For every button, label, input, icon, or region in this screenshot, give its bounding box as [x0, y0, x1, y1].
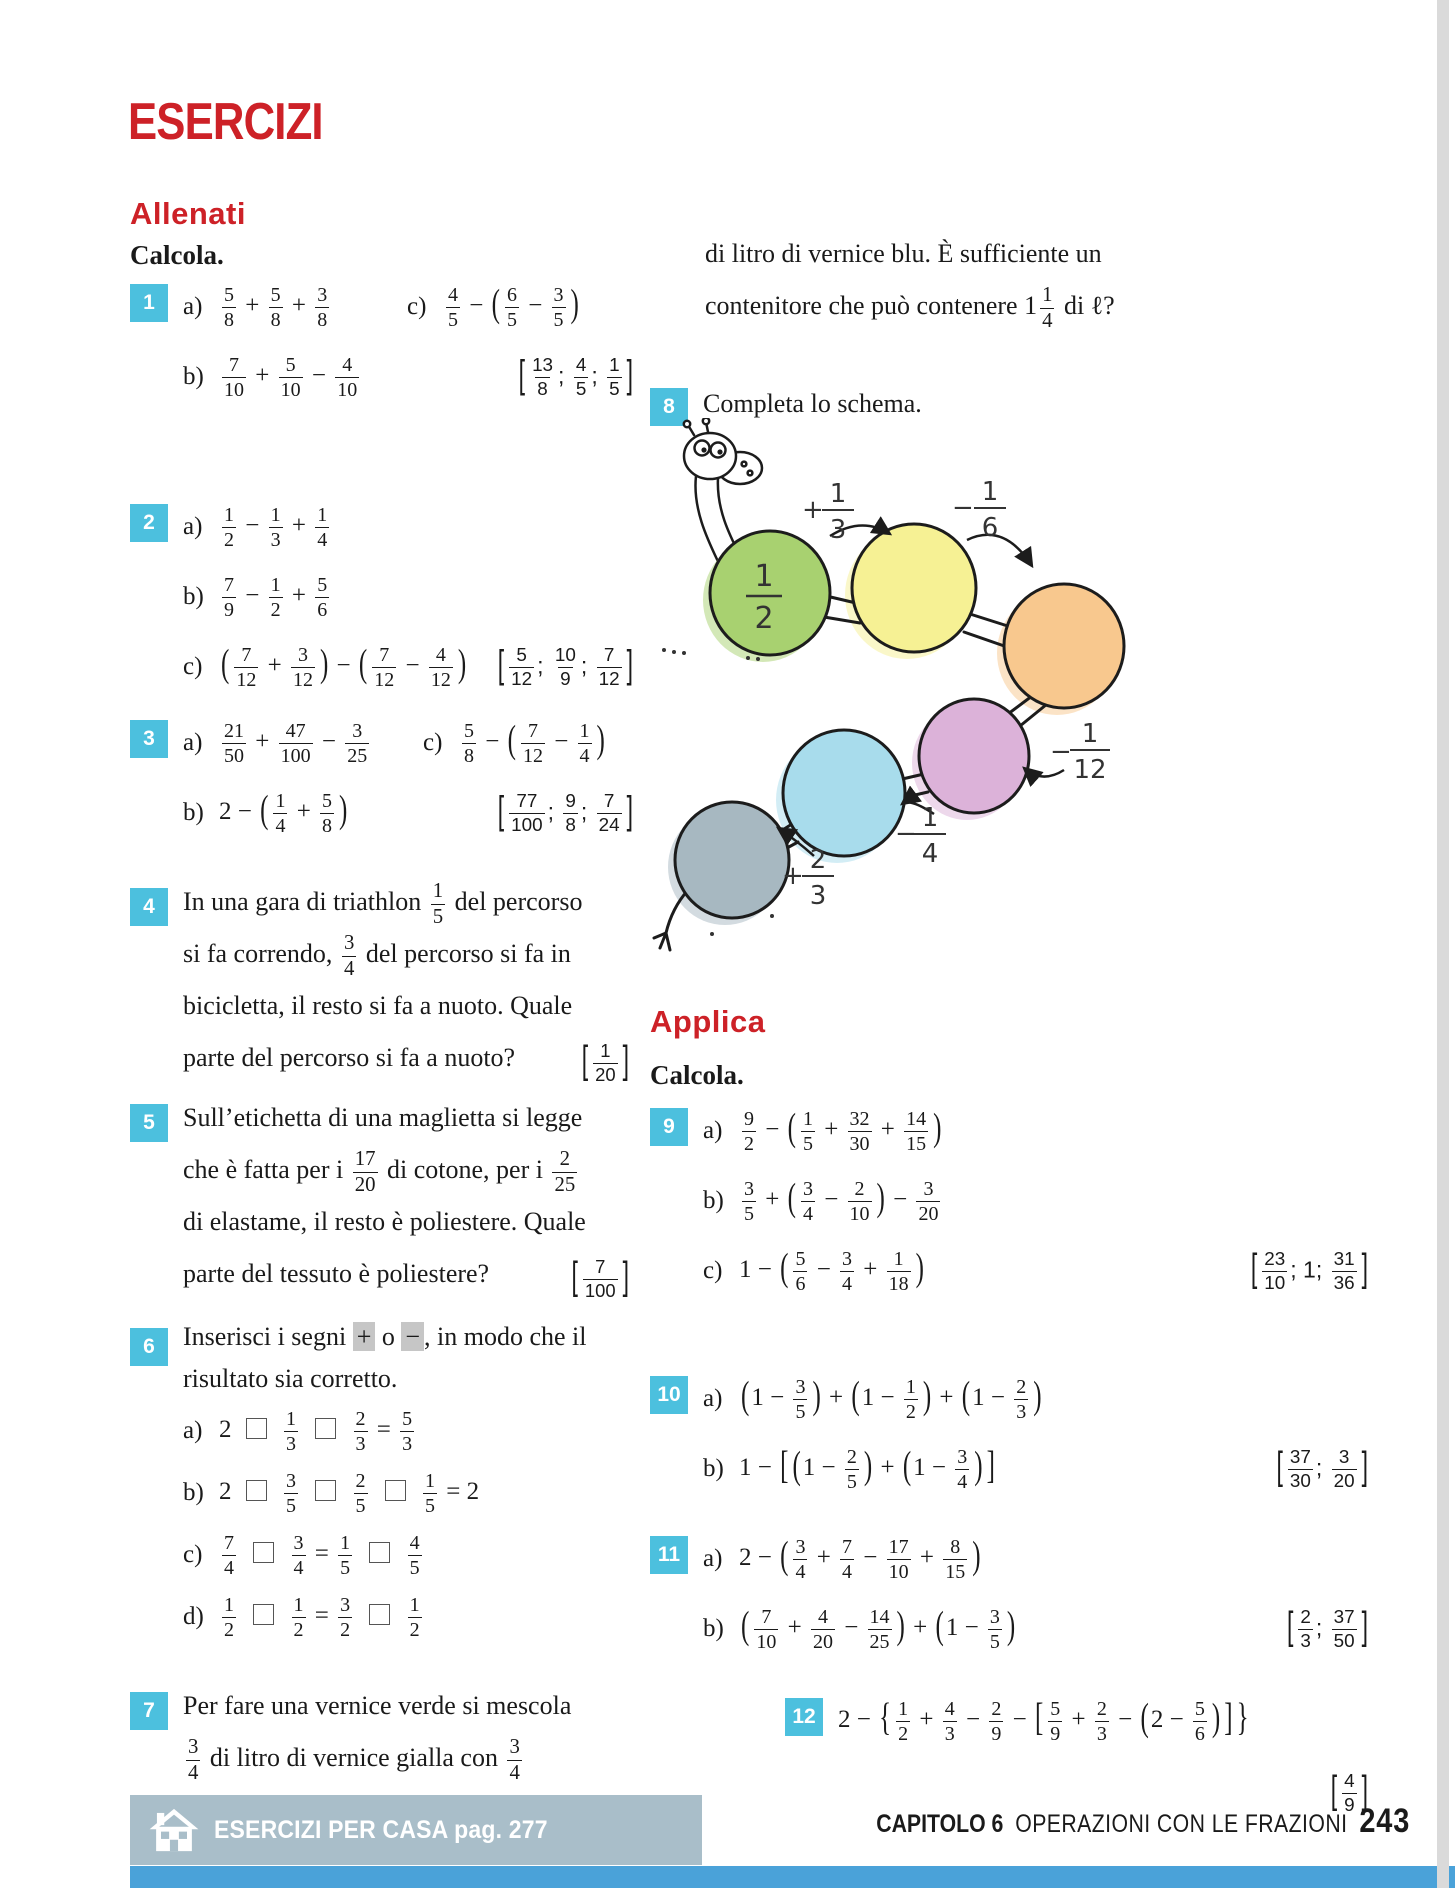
exercise-9-row-b [703, 1166, 1370, 1236]
exercise-7-number: 7 [130, 1692, 168, 1730]
answer-12: [ $\frac{4}{9}$ ] [1330, 1767, 1368, 1815]
svg-text:−: − [952, 493, 974, 523]
exercise-5-text-line: Sull’etichetta di una maglietta si legge [183, 1103, 583, 1132]
svg-text:3: 3 [809, 881, 827, 911]
expression-1a: $\frac{5}{8}$ + $\frac{5}{8}$ + $\frac{3}{8}$ [224, 283, 328, 331]
page-number: 243 [1359, 1802, 1410, 1840]
exercise-8-number: 8 [650, 388, 688, 426]
item-label: b) [703, 1455, 724, 1482]
expression-10b: 1 − [ (1 − $\frac{2}{5}$ ) + (1 − $\frac{3}{4}$ ) ] [739, 1445, 995, 1493]
svg-text:+: + [802, 495, 824, 525]
exercise-10-row-a [703, 1364, 1370, 1434]
instruction-calcola-2: Calcola. [650, 1060, 744, 1090]
expression-3a: $\frac{21}{50}$ + $\frac{47}{100}$ − $\frac{3}{25}$ [224, 719, 368, 767]
item-label: b) [183, 583, 204, 610]
item-label: a) [703, 1545, 723, 1572]
exercise-7-text-line: contenitore che può contenere 1 $\frac{1}{4}$ di ℓ? [705, 282, 1115, 332]
answer-11: [ $\frac{2}{3}$ ; $\frac{37}{50}$ ] [1286, 1603, 1368, 1651]
exercise-4-text-line: si fa correndo, $\frac{3}{4}$ del percorso si fa in [183, 930, 571, 980]
svg-text:6: 6 [981, 513, 999, 543]
exercise-6-instruction: risultato sia corretto. [183, 1364, 398, 1393]
exercise-2-row-a [183, 492, 635, 562]
section-heading-applica: Applica [650, 1004, 766, 1039]
exercise-4 [130, 876, 635, 1084]
item-label: a) [183, 729, 203, 756]
svg-text:−: − [1050, 737, 1072, 767]
answer-9: [ $\frac{23}{10}$ ; 1; $\frac{31}{36}$ ] [1250, 1245, 1368, 1293]
exercise-6-row-b [183, 1462, 635, 1524]
answer-2: [ $\frac{5}{12}$ ; $\frac{10}{9}$ ; $\frac{7}{12}$ ] [497, 641, 633, 689]
chapter-title: OPERAZIONI CON LE FRAZIONI [1015, 1810, 1348, 1838]
exercise-1 [130, 272, 635, 412]
operation-label-0 [802, 479, 854, 545]
exercise-1-row-b [183, 342, 635, 412]
exercise-5-number: 5 [130, 1104, 168, 1142]
item-label: b) [183, 799, 204, 826]
expression-6a: 2 $\frac{1}{3}$ $\frac{2}{3}$ = $\frac{5}{3}$ [219, 1407, 413, 1455]
svg-text:−: − [895, 819, 917, 849]
expression-1c: $\frac{4}{5}$ − ( $\frac{6}{5}$ − $\frac{3}{5}$ ) [448, 283, 579, 331]
expression-3b: 2 − ( $\frac{1}{4}$ + $\frac{5}{8}$ ) [219, 789, 348, 837]
exercise-6-row-a [183, 1400, 635, 1462]
exercise-6-instruction: Inserisci i segni + o − , in modo che il [183, 1322, 587, 1351]
svg-text:+: + [782, 861, 804, 891]
circle-purple [919, 699, 1029, 813]
expression-12: 2 − { $\frac{1}{2}$ + $\frac{4}{3}$ − $\frac{2}{9}$ − [ $\frac{5}{9}$ + $\frac{2}{3}$ − (2 − $\frac{5}{6}$ ) ] } [838, 1697, 1249, 1745]
circle-orange [1004, 584, 1124, 708]
exercise-3-row-a [183, 708, 635, 778]
operation-label-2 [1050, 719, 1110, 785]
exercise-6 [130, 1316, 635, 1648]
exercise-6-row-c [183, 1524, 635, 1586]
exercise-3-row-b [183, 778, 635, 848]
answer-4: [ $\frac{1}{20}$ ] [581, 1037, 629, 1085]
page-edge-strip [1437, 0, 1449, 1888]
item-label: c) [407, 293, 427, 320]
expression-2c: ( $\frac{7}{12}$ + $\frac{3}{12}$ ) − ( $\frac{7}{12}$ − $\frac{4}{12}$ ) [221, 643, 467, 691]
expression-11a: 2 − ( $\frac{3}{4}$ + $\frac{7}{4}$ − $\frac{17}{10}$ + $\frac{8}{15}$ ) [739, 1535, 981, 1583]
exercise-12-row [838, 1686, 1370, 1756]
exercise-2 [130, 492, 635, 702]
exercise-6-number: 6 [130, 1328, 168, 1366]
exercise-8-label: Completa lo schema. [703, 389, 922, 418]
exercise-5 [130, 1092, 635, 1300]
exercise-6-row-d [183, 1586, 635, 1648]
answer-5: [ $\frac{7}{100}$ ] [571, 1253, 629, 1301]
expression-2a: $\frac{1}{2}$ − $\frac{1}{3}$ + $\frac{1}{4}$ [224, 503, 328, 551]
exercise-9-row-c [703, 1236, 1370, 1306]
expression-10a: (1 − $\frac{3}{5}$ ) + (1 − $\frac{1}{2}$ ) + (1 − $\frac{2}{3}$ ) [741, 1375, 1042, 1423]
expression-6c: $\frac{7}{4}$ $\frac{3}{4}$ = $\frac{1}{5}$ $\frac{4}{5}$ [224, 1531, 420, 1579]
exercise-4-text-line: bicicletta, il resto si fa a nuoto. Quale [183, 991, 573, 1020]
circle-yellow [852, 524, 976, 652]
homework-banner-text: ESERCIZI PER CASA pag. 277 [214, 1815, 548, 1844]
chapter-footer [876, 1802, 1410, 1841]
fraction-chain-schema [652, 418, 1372, 1008]
svg-text:1: 1 [981, 477, 999, 507]
item-label: a) [183, 513, 203, 540]
exercise-5-text-line: di elastame, il resto è poliestere. Quale [183, 1207, 586, 1236]
svg-text:4: 4 [921, 839, 939, 869]
item-label: a) [183, 293, 203, 320]
section-heading-allenati: Allenati [130, 196, 246, 231]
item-label: c) [183, 1541, 203, 1568]
expression-6d: $\frac{1}{2}$ $\frac{1}{2}$ = $\frac{3}{2}$ $\frac{1}{2}$ [224, 1593, 420, 1641]
exercise-7-text-line: $\frac{3}{4}$ di litro di vernice gialla con $\frac{3}{4}$ [188, 1734, 520, 1784]
svg-text:2: 2 [809, 845, 827, 875]
instruction-calcola-1: Calcola. [130, 240, 224, 270]
exercise-12-number: 12 [785, 1698, 823, 1736]
exercise-10-number: 10 [650, 1376, 688, 1414]
exercise-5-text-line: parte del tessuto è poliestere? [183, 1259, 490, 1288]
item-label: b) [703, 1187, 724, 1214]
item-label: b) [183, 363, 204, 390]
expression-2b: $\frac{7}{9}$ − $\frac{1}{2}$ + $\frac{5}{6}$ [224, 573, 328, 621]
exercise-3 [130, 708, 635, 848]
exercise-4-text-line: In una gara di triathlon $\frac{1}{5}$ del percorso [183, 878, 583, 928]
exercise-10-row-b [703, 1434, 1370, 1504]
exercise-11-row-a [703, 1524, 1370, 1594]
page-title: ESERCIZI [128, 93, 323, 151]
expression-9c: 1 − ( $\frac{5}{6}$ − $\frac{3}{4}$ + $\frac{1}{18}$ ) [739, 1247, 924, 1295]
item-label: c) [423, 729, 443, 756]
item-label: a) [703, 1117, 723, 1144]
svg-text:3: 3 [829, 515, 847, 545]
expression-1b: $\frac{7}{10}$ + $\frac{5}{10}$ − $\frac{4}{10}$ [224, 353, 358, 401]
exercise-9-number: 9 [650, 1108, 688, 1146]
svg-text:12: 12 [1073, 755, 1107, 785]
exercise-9 [650, 1096, 1370, 1306]
exercise-10 [650, 1364, 1370, 1504]
exercise-1-number: 1 [130, 284, 168, 322]
exercise-1-row-a [183, 272, 635, 342]
answer-1: [ $\frac{13}{8}$ ; $\frac{4}{5}$ ; $\frac{1}{5}$ ] [518, 351, 633, 399]
expression-6b: 2 $\frac{3}{5}$ $\frac{2}{5}$ $\frac{1}{5}$ = 2 [219, 1469, 480, 1517]
item-label: d) [183, 1603, 204, 1630]
circle-gray [675, 802, 789, 918]
exercise-7-text-line: di litro di vernice blu. È sufficiente un [705, 239, 1102, 268]
exercise-7-text-line: Per fare una vernice verde si mescola [183, 1691, 572, 1720]
answer-10: [ $\frac{37}{30}$ ; $\frac{3}{20}$ ] [1276, 1443, 1368, 1491]
exercise-3-number: 3 [130, 720, 168, 758]
svg-text:2: 2 [754, 601, 774, 636]
schema-circles [675, 524, 1124, 918]
exercise-11-number: 11 [650, 1536, 688, 1574]
item-label: b) [183, 1479, 204, 1506]
exercise-2-number: 2 [130, 504, 168, 542]
expression-9a: $\frac{9}{2}$ − ( $\frac{1}{5}$ + $\frac{32}{30}$ + $\frac{14}{15}$ ) [744, 1107, 942, 1155]
answer-3: [ $\frac{77}{100}$ ; $\frac{9}{8}$ ; $\frac{7}{24}$ ] [497, 787, 633, 835]
exercise-7-continuation [705, 228, 1165, 332]
home-icon [148, 1807, 200, 1853]
exercise-11 [650, 1524, 1370, 1664]
item-label: a) [703, 1385, 723, 1412]
item-label: c) [703, 1257, 723, 1284]
exercise-9-row-a [703, 1096, 1370, 1166]
exercise-2-row-b [183, 562, 635, 632]
svg-text:1: 1 [1081, 719, 1099, 749]
circle-cyan [783, 730, 905, 856]
chapter-number: CAPITOLO 6 [876, 1810, 1004, 1838]
expression-11b: ( $\frac{7}{10}$ + $\frac{4}{20}$ − $\frac{14}{25}$ ) + (1 − $\frac{3}{5}$ ) [741, 1605, 1016, 1653]
expression-9b: $\frac{3}{5}$ + ( $\frac{3}{4}$ − $\frac{2}{10}$ ) − $\frac{3}{20}$ [744, 1177, 939, 1225]
homework-banner [130, 1795, 702, 1865]
item-label: c) [183, 653, 203, 680]
exercise-2-row-c [183, 632, 635, 702]
exercise-4-number: 4 [130, 888, 168, 926]
operation-label-1 [952, 477, 1006, 543]
exercise-11-row-b [703, 1594, 1370, 1664]
svg-text:1: 1 [921, 803, 939, 833]
svg-text:1: 1 [829, 479, 847, 509]
item-label: b) [703, 1615, 724, 1642]
expression-3c: $\frac{5}{8}$ − ( $\frac{7}{12}$ − $\frac{1}{4}$ ) [464, 719, 605, 767]
exercise-7 [130, 1680, 635, 1784]
exercise-5-text-line: che è fatta per i $\frac{17}{20}$ di cotone, per i $\frac{2}{25}$ [183, 1146, 576, 1196]
bottom-blue-bar [130, 1866, 1455, 1888]
exercise-4-text-line: parte del percorso si fa a nuoto? [183, 1043, 516, 1072]
svg-text:1: 1 [754, 559, 774, 594]
item-label: a) [183, 1417, 203, 1444]
